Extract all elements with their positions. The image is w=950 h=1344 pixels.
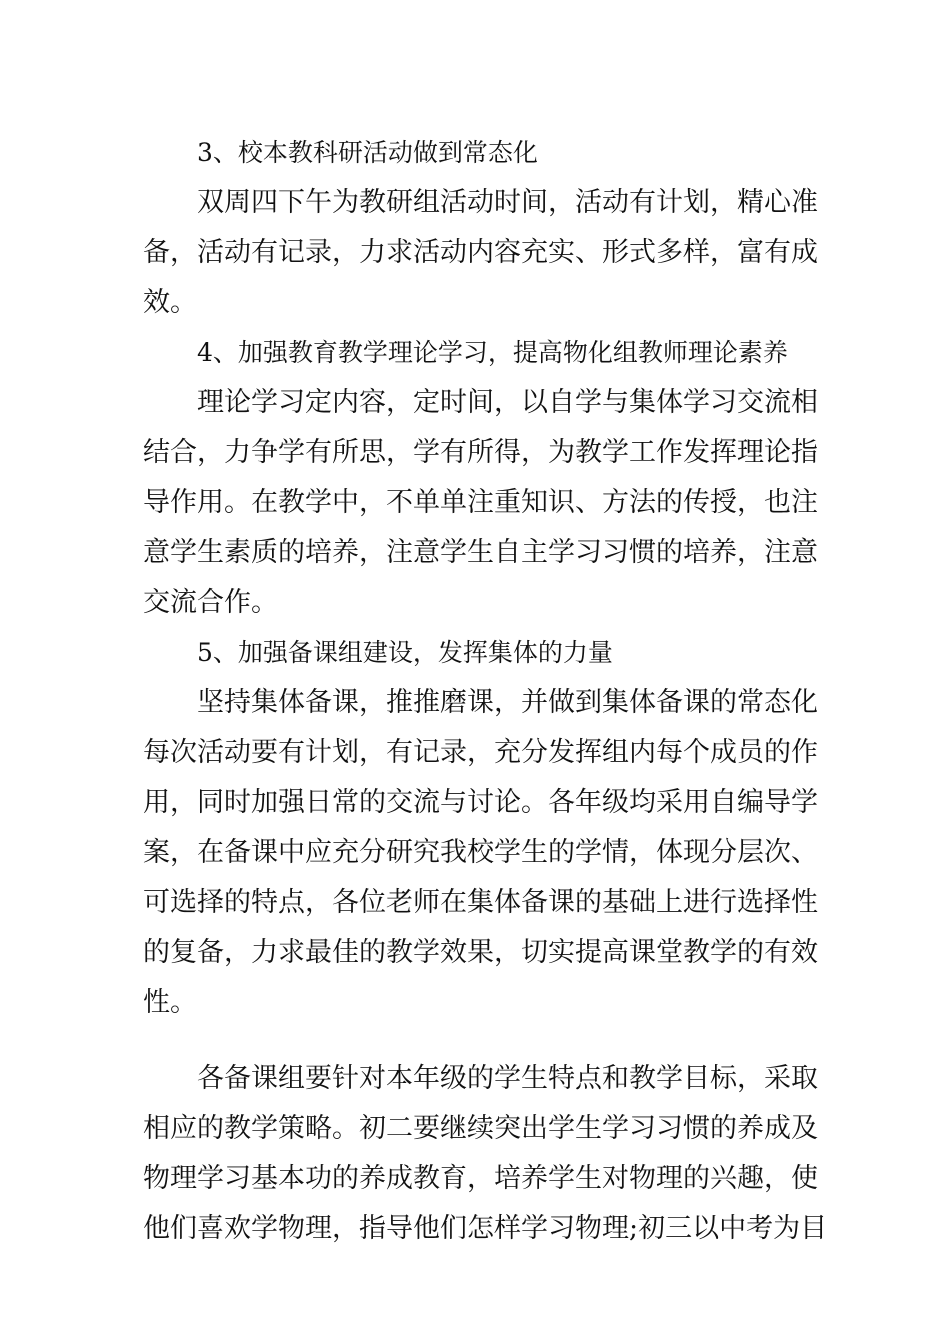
paragraph-line: 结合，力争学有所思，学有所得，为教学工作发挥理论指 xyxy=(143,437,818,468)
paragraph-line: 案，在备课中应充分研究我校学生的学情，体现分层次、 xyxy=(143,837,818,868)
paragraph-line: 的复备，力求最佳的教学效果，切实提高课堂教学的有效 xyxy=(143,937,818,968)
paragraph-line: 意学生素质的培养，注意学生自主学习习惯的培养，注意 xyxy=(143,537,818,568)
paragraph-line: 理论学习定内容，定时间，以自学与集体学习交流相 xyxy=(197,387,818,418)
section-heading-4: 4、加强教育教学理论学习，提高物化组教师理论素养 xyxy=(197,338,788,367)
paragraph-line: 备，活动有记录，力求活动内容充实、形式多样，富有成 xyxy=(143,237,818,268)
paragraph-line: 性。 xyxy=(143,987,197,1018)
paragraph-line: 效。 xyxy=(143,287,197,318)
document-body xyxy=(143,128,828,1254)
paragraph-spacer xyxy=(143,1028,808,1054)
paragraph-line: 用，同时加强日常的交流与讨论。各年级均采用自编导学 xyxy=(143,787,818,818)
section-heading-3: 3、校本教科研活动做到常态化 xyxy=(197,138,538,167)
section-heading-5: 5、加强备课组建设，发挥集体的力量 xyxy=(197,638,613,667)
paragraph-line: 双周四下午为教研组活动时间，活动有计划，精心准 xyxy=(197,187,818,218)
paragraph-line: 物理学习基本功的养成教育，培养学生对物理的兴趣，使 xyxy=(143,1163,818,1194)
paragraph-line: 每次活动要有计划，有记录，充分发挥组内每个成员的作 xyxy=(143,737,818,768)
paragraph-line: 他们喜欢学物理，指导他们怎样学习物理;初三以中考为目 xyxy=(143,1213,828,1244)
paragraph-line: 导作用。在教学中，不单单注重知识、方法的传授，也注 xyxy=(143,487,818,518)
paragraph-line: 各备课组要针对本年级的学生特点和教学目标，采取 xyxy=(197,1063,818,1094)
paragraph-line: 相应的教学策略。初二要继续突出学生学习习惯的养成及 xyxy=(143,1113,818,1144)
paragraph-line: 可选择的特点，各位老师在集体备课的基础上进行选择性 xyxy=(143,887,818,918)
paragraph-line: 坚持集体备课，推推磨课，并做到集体备课的常态化 xyxy=(197,687,818,718)
paragraph-line: 交流合作。 xyxy=(143,587,278,618)
